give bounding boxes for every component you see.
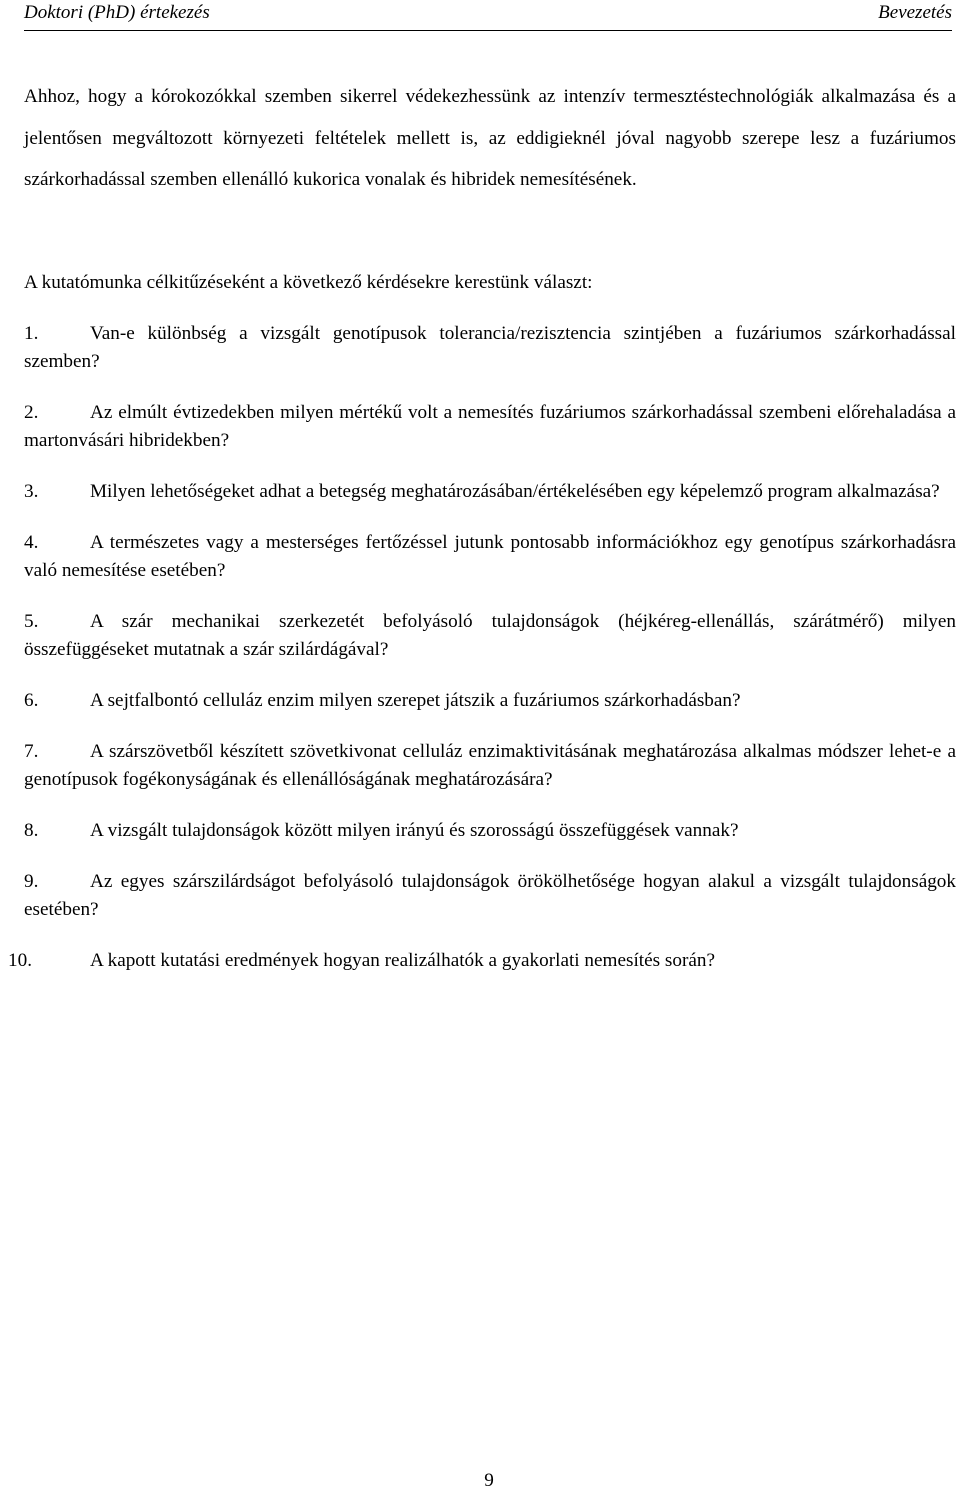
intro-paragraph: Ahhoz, hogy a kórokozókkal szemben sikerrel védekezhessünk az intenzív termesztéstechnológiák alkalmazása és a jelentősen megváltozott környezeti feltételek mellett is, az eddigieknél jóval nagyobb szerepe lesz a fuzáriumos szárkorhadással szemben ellenálló kukorica vonalak és hibridek nemesítésének.: [24, 86, 956, 190]
item-text: Az elmúlt évtizedekben milyen mértékű volt a nemesítés fuzáriumos szárkorhadással szembeni előrehaladása a martonvásári hibridekben?: [24, 402, 956, 451]
item-text: A vizsgált tulajdonságok között milyen irányú és szorosságú összefüggések vannak?: [90, 820, 739, 841]
item-number: 1.: [24, 323, 39, 344]
item-number: 2.: [24, 402, 39, 423]
item-text: A sejtfalbontó celluláz enzim milyen szerepet játszik a fuzáriumos szárkorhadásban?: [90, 690, 741, 711]
list-item: [24, 738, 956, 794]
item-text: Az egyes szárszilárdságot befolyásoló tulajdonságok örökölhetősége hogyan alakul a vizsgált tulajdonságok esetében?: [24, 871, 956, 920]
item-number: 4.: [24, 532, 39, 553]
list-item: [24, 478, 956, 506]
page-number: 9: [484, 1470, 494, 1491]
list-item: [8, 947, 956, 975]
item-number: 10.: [8, 950, 32, 971]
item-text: A természetes vagy a mesterséges fertőzéssel jutunk pontosabb információkhoz egy genotípus szárkorhadásra való nemesítése esetében?: [24, 532, 956, 581]
running-header: [24, 0, 952, 31]
list-item: [24, 399, 956, 455]
list-item: [24, 320, 956, 376]
item-text: Van-e különbség a vizsgált genotípusok tolerancia/rezisztencia szintjében a fuzáriumos szárkorhadással szemben?: [24, 323, 956, 372]
item-number: 7.: [24, 741, 39, 762]
header-title: Doktori (PhD) értekezés: [24, 2, 210, 23]
item-number: 5.: [24, 611, 39, 632]
research-questions-list: [8, 320, 956, 998]
item-number: 3.: [24, 481, 39, 502]
list-item: [24, 687, 956, 715]
item-number: 8.: [24, 820, 39, 841]
header-section: Bevezetés: [878, 2, 952, 23]
item-number: 6.: [24, 690, 39, 711]
lead-paragraph: A kutatómunka célkitűzéseként a következő kérdésekre kerestünk választ:: [24, 272, 593, 293]
item-text: A szárszövetből készített szövetkivonat celluláz enzimaktivitásának meghatározása alkalmas módszer lehet-e a genotípusok fogékonyságának és ellenállóságának meghatározására?: [24, 741, 956, 790]
list-item: [24, 868, 956, 924]
list-item: [24, 529, 956, 585]
list-item: [24, 817, 956, 845]
item-text: A kapott kutatási eredmények hogyan realizálhatók a gyakorlati nemesítés során?: [90, 950, 715, 971]
item-number: 9.: [24, 871, 39, 892]
item-text: Milyen lehetőségeket adhat a betegség meghatározásában/értékelésében egy képelemző program alkalmazása?: [90, 481, 940, 502]
list-item: [24, 608, 956, 664]
item-text: A szár mechanikai szerkezetét befolyásoló tulajdonságok (héjkéreg-ellenállás, szárátmérő) milyen összefüggéseket mutatnak a szár szilárdágával?: [24, 611, 956, 660]
